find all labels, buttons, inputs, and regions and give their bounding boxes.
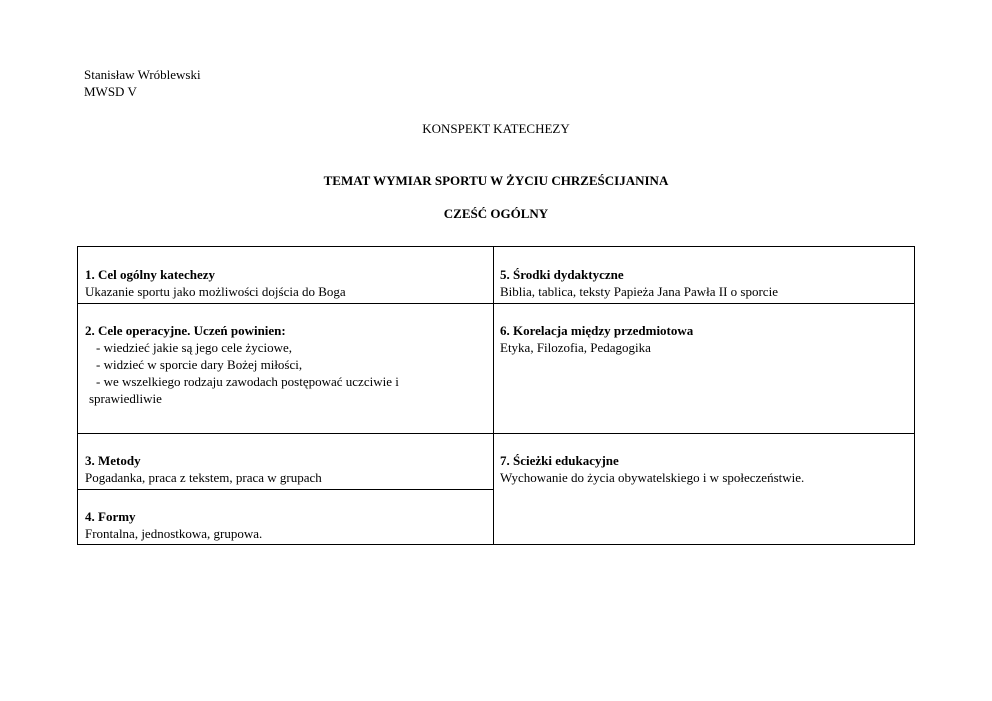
cell-heading: 5. Środki dydaktyczne bbox=[500, 267, 624, 282]
author-block bbox=[84, 66, 201, 100]
cell-educational-paths bbox=[493, 452, 915, 486]
list-item: - we wszelkiego rodzaju zawodach postępować uczciwie i bbox=[96, 374, 399, 389]
document-type: KONSPEKT KATECHEZY bbox=[422, 121, 570, 136]
author-class: MWSD V bbox=[84, 84, 137, 99]
cell-forms bbox=[78, 508, 493, 542]
row-divider bbox=[78, 489, 493, 490]
cell-heading: 3. Metody bbox=[85, 453, 141, 468]
cell-operational-goals bbox=[78, 322, 493, 407]
cell-text: Wychowanie do życia obywatelskiego i w społeczeństwie. bbox=[500, 470, 805, 485]
list-item: - widzieć w sporcie dary Bożej miłości, bbox=[96, 357, 303, 372]
lesson-topic: TEMAT WYMIAR SPORTU W ŻYCIU CHRZEŚCIJANINA bbox=[323, 173, 669, 188]
cell-text: Etyka, Filozofia, Pedagogika bbox=[500, 340, 651, 355]
cell-heading: 2. Cele operacyjne. Uczeń powinien: bbox=[85, 323, 286, 338]
cell-teaching-aids bbox=[493, 266, 915, 300]
cell-heading: 4. Formy bbox=[85, 509, 136, 524]
author-name: Stanisław Wróblewski bbox=[84, 67, 201, 82]
cell-text: Biblia, tablica, teksty Papieża Jana Pawła II o sporcie bbox=[500, 284, 778, 299]
list-item: sprawiedliwie bbox=[89, 391, 162, 406]
row-divider bbox=[78, 303, 915, 304]
cell-heading: 1. Cel ogólny katechezy bbox=[85, 267, 215, 282]
list-item: - wiedzieć jakie są jego cele życiowe, bbox=[96, 340, 292, 355]
cell-text: Frontalna, jednostkowa, grupowa. bbox=[85, 526, 263, 541]
cell-methods bbox=[78, 452, 493, 486]
cell-text: Ukazanie sportu jako możliwości dojścia do Boga bbox=[85, 284, 346, 299]
cell-heading: 7. Ścieżki edukacyjne bbox=[500, 453, 619, 468]
lesson-plan-table bbox=[77, 246, 915, 545]
row-divider bbox=[78, 433, 915, 434]
cell-text: Pogadanka, praca z tekstem, praca w grupach bbox=[85, 470, 322, 485]
section-title: CZEŚĆ OGÓLNY bbox=[443, 206, 549, 221]
cell-general-goal bbox=[78, 266, 493, 300]
cell-heading: 6. Korelacja między przedmiotowa bbox=[500, 323, 694, 338]
cell-correlation bbox=[493, 322, 915, 356]
